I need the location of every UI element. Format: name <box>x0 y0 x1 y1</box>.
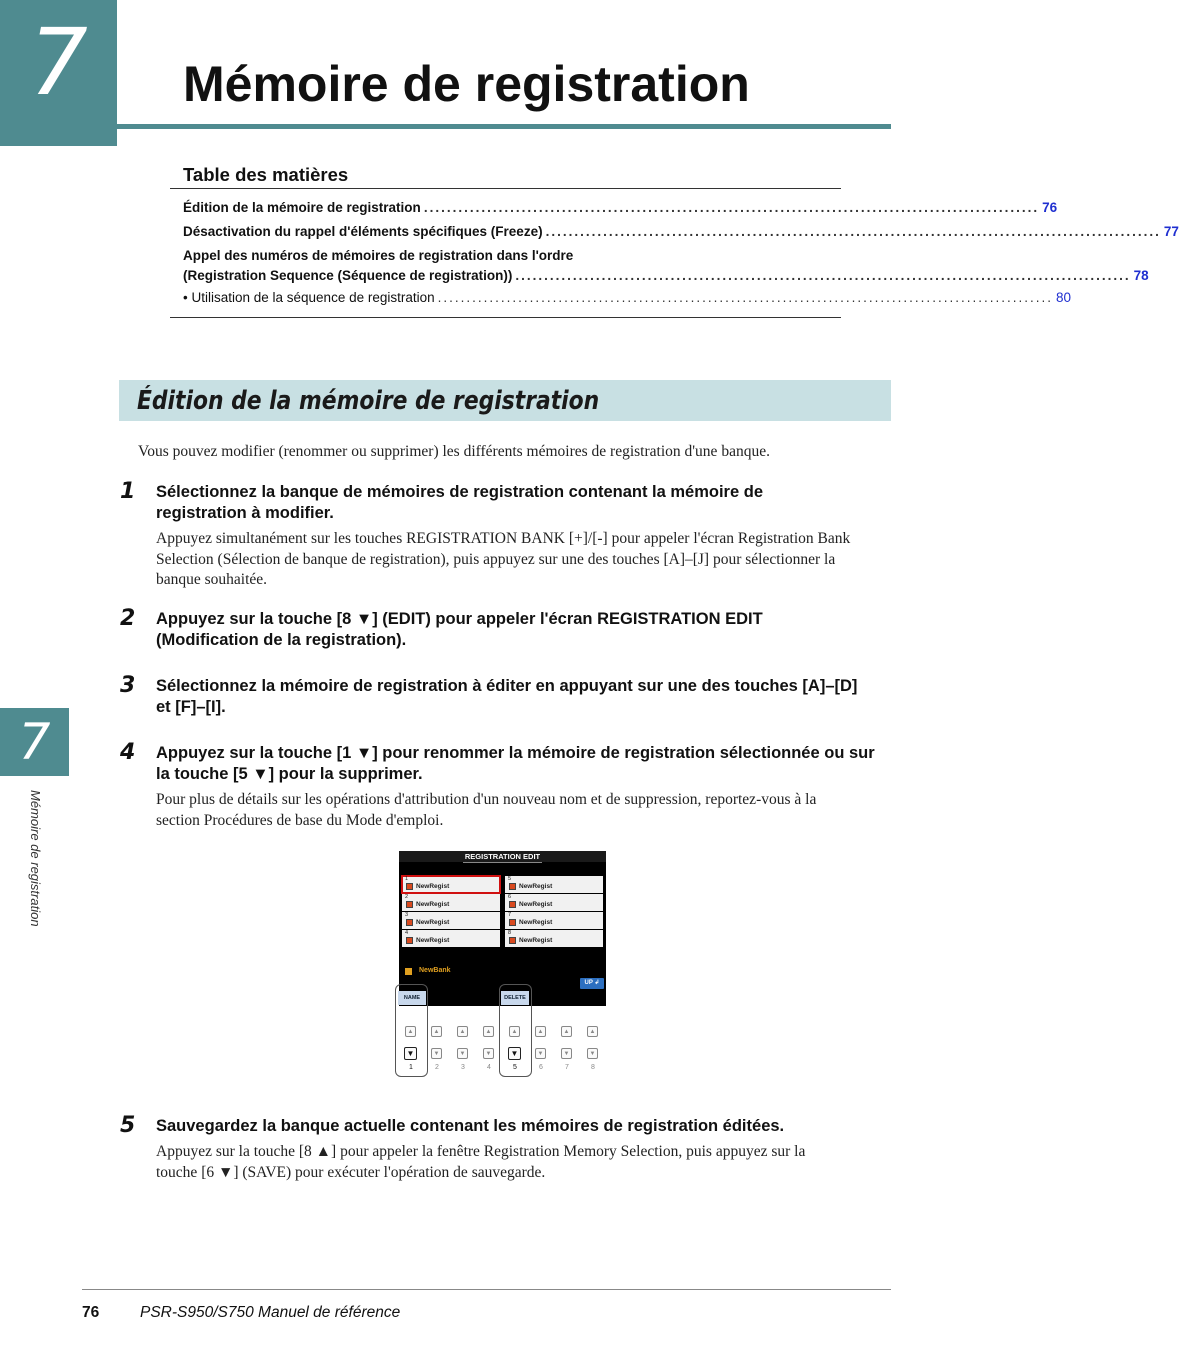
up-button-label: UP <box>584 980 593 986</box>
toc-entry-text-line1: Appel des numéros de mémoires de registration dans l'ordre <box>183 248 574 263</box>
registration-cell[interactable] <box>505 876 603 893</box>
step-number: 2 <box>120 606 136 631</box>
button-7-down[interactable]: ▼ <box>561 1048 572 1059</box>
button-4-down[interactable]: ▼ <box>483 1048 494 1059</box>
step-heading: Sauvegardez la banque actuelle contenant les mémoires de registration éditées. <box>156 1117 785 1135</box>
step-number: 5 <box>120 1113 136 1138</box>
step-number: 1 <box>120 479 136 504</box>
side-chapter-label <box>28 790 48 955</box>
button-number: 4 <box>487 1064 491 1071</box>
button-number: 5 <box>513 1064 517 1071</box>
toc-entry-text: Désactivation du rappel d'éléments spécifiques (Freeze) <box>183 224 543 239</box>
step-number: 4 <box>120 740 136 765</box>
cell-name: NewRegist <box>416 937 450 944</box>
step-heading: Sélectionnez la mémoire de registration à éditer en appuyant sur une des touches [A]–[D] et [F]–[I]. <box>156 677 858 716</box>
cell-number: 8 <box>508 930 512 936</box>
registration-cell[interactable] <box>402 912 500 929</box>
toc-entry-text: • Utilisation de la séquence de registration <box>183 290 435 305</box>
registration-icon <box>406 919 413 926</box>
registration-icon <box>509 937 516 944</box>
registration-icon <box>406 901 413 908</box>
chapter-title: Mémoire de registration <box>183 56 750 112</box>
side-chapter-number: 7 <box>18 713 51 771</box>
step-body: Appuyez sur la touche [8 ▲] pour appeler la fenêtre Registration Memory Selection, puis appuyez sur la touche [6 ▼] (SAVE) pour exécuter l'opération de sauvegarde. <box>156 1143 806 1181</box>
cell-name: NewRegist <box>416 919 450 926</box>
registration-cell[interactable] <box>505 930 603 947</box>
section-title: Édition de la mémoire de registration <box>137 386 600 416</box>
button-number: 3 <box>461 1064 465 1071</box>
toc-leader: ........................................................................................................... <box>437 290 1053 305</box>
cell-number: 7 <box>508 912 512 918</box>
registration-icon <box>509 883 516 890</box>
registration-cell[interactable] <box>402 894 500 911</box>
step-heading: Appuyez sur la touche [1 ▼] pour renommer la mémoire de registration sélectionnée ou sur la touche [5 ▼] pour la supprimer. <box>156 744 875 783</box>
registration-icon <box>509 919 516 926</box>
chapter-number: 7 <box>29 9 88 116</box>
toc-leader: ........................................................................................................... <box>545 224 1161 239</box>
toc-page-link[interactable]: 76 <box>1042 200 1058 215</box>
button-4-up[interactable]: ▲ <box>483 1026 494 1037</box>
manual-title: PSR-S950/S750 Manuel de référence <box>140 1304 401 1321</box>
button-number: 6 <box>539 1064 543 1071</box>
toc-entry-text: (Registration Sequence (Séquence de registration)) <box>183 268 513 283</box>
step-body: Pour plus de détails sur les opérations d'attribution d'un nouveau nom et de suppression, reportez-vous à la section Procédures de base du Mode d'emploi. <box>156 791 817 829</box>
toc-page-link[interactable]: 78 <box>1133 268 1149 283</box>
toc-entry[interactable] <box>183 199 1058 217</box>
chapter-rule <box>117 124 891 129</box>
cell-number: 3 <box>405 912 409 918</box>
registration-cell[interactable] <box>505 894 603 911</box>
cell-number: 2 <box>405 894 409 900</box>
up-button[interactable]: UP ↲ <box>580 978 604 989</box>
button-5-down[interactable]: ▼ <box>508 1047 521 1060</box>
button-number: 7 <box>565 1064 569 1071</box>
section-intro: Vous pouvez modifier (renommer ou supprimer) les différents mémoires de registration d'une banque. <box>138 443 770 460</box>
button-number: 1 <box>409 1064 413 1071</box>
button-8-up[interactable]: ▲ <box>587 1026 598 1037</box>
button-6-down[interactable]: ▼ <box>535 1048 546 1059</box>
registration-cell[interactable] <box>505 912 603 929</box>
registration-cell[interactable] <box>402 876 500 893</box>
cell-name: NewRegist <box>519 883 553 890</box>
cell-number: 6 <box>508 894 512 900</box>
page-number: 76 <box>82 1304 100 1321</box>
cell-number: 1 <box>405 876 409 882</box>
cell-name: NewRegist <box>416 901 450 908</box>
button-3-down[interactable]: ▼ <box>457 1048 468 1059</box>
button-8-down[interactable]: ▼ <box>587 1048 598 1059</box>
registration-icon <box>509 901 516 908</box>
button-1-up[interactable]: ▲ <box>405 1026 416 1037</box>
cell-name: NewRegist <box>416 883 450 890</box>
toc-page-link[interactable]: 77 <box>1163 224 1179 239</box>
cell-number: 5 <box>508 876 512 882</box>
toc-subentry[interactable] <box>183 289 1071 307</box>
bank-name: NewBank <box>419 967 451 974</box>
button-1-down[interactable]: ▼ <box>404 1047 417 1060</box>
registration-cell[interactable] <box>402 930 500 947</box>
toc-entry-text: Édition de la mémoire de registration <box>183 200 421 215</box>
footer-divider <box>82 1289 891 1290</box>
step-heading: Sélectionnez la banque de mémoires de registration contenant la mémoire de registration à modifier. <box>156 483 763 522</box>
side-chapter-label-text: Mémoire de registration <box>28 790 43 927</box>
button-2-down[interactable]: ▼ <box>431 1048 442 1059</box>
button-7-up[interactable]: ▲ <box>561 1026 572 1037</box>
button-5-up[interactable]: ▲ <box>509 1026 520 1037</box>
bank-folder-icon <box>405 968 412 975</box>
toc-entry[interactable] <box>183 267 1149 285</box>
name-softkey[interactable]: NAME <box>398 991 426 1005</box>
registration-icon <box>406 937 413 944</box>
cell-name: NewRegist <box>519 937 553 944</box>
cell-number: 4 <box>405 930 409 936</box>
toc-leader: ........................................................................................................... <box>515 268 1131 283</box>
step-number: 3 <box>120 673 136 698</box>
toc-top-divider <box>170 188 841 189</box>
button-3-up[interactable]: ▲ <box>457 1026 468 1037</box>
toc-bottom-divider <box>170 317 841 318</box>
button-2-up[interactable]: ▲ <box>431 1026 442 1037</box>
button-6-up[interactable]: ▲ <box>535 1026 546 1037</box>
lcd-title-bar <box>399 851 606 862</box>
cell-name: NewRegist <box>519 901 553 908</box>
toc-page-link[interactable]: 80 <box>1055 290 1071 305</box>
toc-leader: ........................................................................................................... <box>423 200 1040 215</box>
button-number: 2 <box>435 1064 439 1071</box>
step-heading: Appuyez sur la touche [8 ▼] (EDIT) pour appeler l'écran REGISTRATION EDIT (Modification de la registration). <box>156 610 763 649</box>
toc-title: Table des matières <box>183 164 349 185</box>
delete-softkey[interactable]: DELETE <box>501 991 529 1005</box>
lcd-title: REGISTRATION EDIT <box>464 852 541 861</box>
button-number: 8 <box>591 1064 595 1071</box>
registration-icon <box>406 883 413 890</box>
toc-entry[interactable] <box>183 223 1179 241</box>
cell-name: NewRegist <box>519 919 553 926</box>
step-body: Appuyez simultanément sur les touches REGISTRATION BANK [+]/[-] pour appeler l'écran Registration Bank Selection (Sélection de banque de registration), puis appuyez sur une des touches [A]–[J] pour sélectionner la banque souhaitée. <box>156 530 851 588</box>
